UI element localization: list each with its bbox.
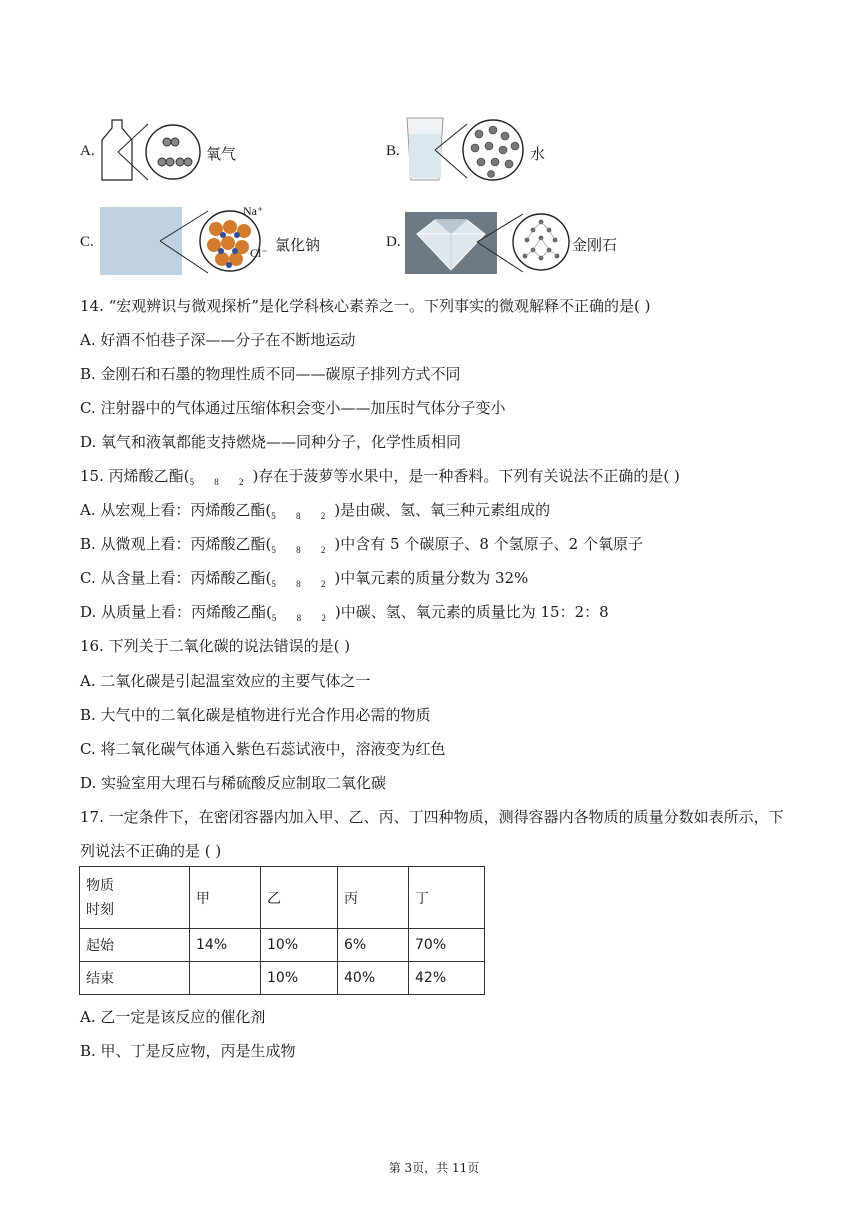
q15-stem (80, 466, 680, 492)
q15-option-b-post: )中含有 5 个碳原子、8 个氢原子、2 个氧原子 (334, 535, 643, 553)
table-cell: 6% (338, 929, 409, 962)
q14-option-b: B. 金刚石和石墨的物理性质不同——碳原子排列方式不同 (80, 365, 461, 383)
q14-stem: 14. “宏观辨识与微观探析”是化学科核心素养之一。下列事实的微观解释不正确的是( ) (80, 297, 651, 315)
table-cell: 10% (261, 929, 338, 962)
q15-option-d-post: )中碳、氢、氧元素的质量比为 15：2：8 (334, 603, 609, 621)
q15-option-d (80, 602, 609, 628)
q17-option-b: B. 甲、丁是反应物，丙是生成物 (80, 1042, 296, 1060)
q15-option-a-pre: A. 从宏观上看：丙烯酸乙酯( (80, 501, 272, 519)
q15-stem-post: )存在于菠萝等水果中，是一种香料。下列有关说法不正确的是( ) (252, 467, 680, 485)
row-label: 结束 (80, 962, 190, 995)
q14-option-d: D. 氧气和液氧都能支持燃烧——同种分子，化学性质相同 (80, 433, 462, 451)
q15-option-b (80, 534, 643, 560)
page-number-footer: 第 3页，共 11页 (388, 1161, 480, 1175)
table-cell: 14% (190, 929, 261, 962)
q15-option-a (80, 500, 550, 526)
table-header-row (80, 867, 485, 929)
q16-option-a: A. 二氧化碳是引起温室效应的主要气体之一 (80, 672, 371, 690)
q16-stem: 16. 下列关于二氧化碳的说法错误的是( ) (80, 637, 351, 655)
formula-subscripts: 5 8 2 (189, 477, 253, 487)
option-c-label: C. (80, 234, 94, 250)
option-b-caption: 水 (530, 145, 546, 163)
table-cell: 40% (338, 962, 409, 995)
sodium-ion-label: Na⁺ (243, 204, 264, 218)
formula-subscripts: 5 8 2 (271, 545, 335, 555)
option-d-label: D. (386, 234, 401, 250)
option-d-caption: 金刚石 (572, 236, 618, 254)
q15-option-d-pre: D. 从质量上看：丙烯酸乙酯( (80, 603, 272, 621)
q14-option-a: A. 好酒不怕巷子深——分子在不断地运动 (80, 331, 356, 349)
bottle-icon (102, 120, 132, 180)
header-cell: 乙 (261, 867, 338, 929)
formula-subscripts: 5 8 2 (271, 511, 335, 521)
diamond-illustration (405, 208, 575, 276)
q16-option-b: B. 大气中的二氧化碳是植物进行光合作用必需的物质 (80, 706, 431, 724)
table-cell: 70% (409, 929, 485, 962)
option-c-caption: 氯化钠 (275, 236, 321, 254)
q14-option-c: C. 注射器中的气体通过压缩体积会变小——加压时气体分子变小 (80, 399, 506, 417)
q16-option-d: D. 实验室用大理石与稀硫酸反应制取二氧化碳 (80, 774, 387, 792)
option-a-caption: 氧气 (206, 145, 237, 163)
table-corner-cell (80, 867, 190, 929)
header-cell: 丙 (338, 867, 409, 929)
option-b-label: B. (386, 143, 400, 159)
formula-subscripts: 5 8 2 (271, 613, 335, 623)
table-cell: 42% (409, 962, 485, 995)
chloride-ion-label: Cl⁻ (250, 246, 268, 260)
oxygen-illustration (100, 112, 210, 182)
q17-stem-line1: 17. 一定条件下，在密闭容器内加入甲、乙、丙、丁四种物质，测得容器内各物质的质量分数如表所示，下 (80, 808, 784, 826)
water-illustration (405, 112, 530, 184)
q15-option-c-post: )中氧元素的质量分数为 32% (334, 569, 529, 587)
option-a-label: A. (80, 143, 95, 159)
table-cell (190, 962, 261, 995)
magnified-circle (146, 125, 200, 179)
q15-option-a-post: )是由碳、氢、氧三种元素组成的 (334, 501, 551, 519)
table-cell: 10% (261, 962, 338, 995)
row-label: 起始 (80, 929, 190, 962)
q17-option-a: A. 乙一定是该反应的催化剂 (80, 1008, 266, 1026)
mass-fraction-table (79, 866, 485, 995)
table-row (80, 929, 485, 962)
q15-option-c-pre: C. 从含量上看：丙烯酸乙酯( (80, 569, 272, 587)
corner-substance-label: 物质 (86, 877, 114, 894)
q17-stem-line2: 列说法不正确的是 ( ) (80, 842, 222, 860)
q15-stem-pre: 15. 丙烯酸乙酯( (80, 467, 190, 485)
q15-option-c (80, 568, 528, 594)
corner-time-label: 时刻 (86, 901, 114, 918)
header-cell: 丁 (409, 867, 485, 929)
header-cell: 甲 (190, 867, 261, 929)
formula-subscripts: 5 8 2 (271, 579, 335, 589)
q15-option-b-pre: B. 从微观上看：丙烯酸乙酯( (80, 535, 272, 553)
table-row (80, 962, 485, 995)
q16-option-c: C. 将二氧化碳气体通入紫色石蕊试液中，溶液变为红色 (80, 740, 446, 758)
